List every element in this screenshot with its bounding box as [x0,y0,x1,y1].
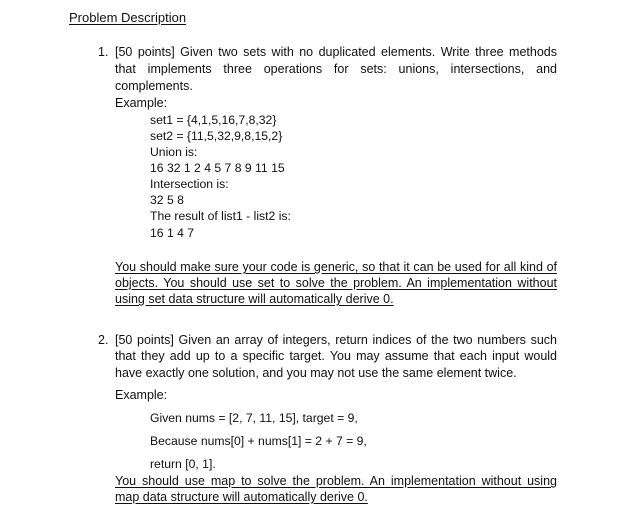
problem-2-text-line-2: that they add up to a specific target. You may assume that each input would [115,349,557,363]
problem-1-code-line: set2 = {11,5,32,9,8,15,2} [150,129,283,143]
problem-1-text-line-3: complements. [115,79,193,93]
problem-1-text-line-1: [50 points] Given two sets with no duplicated elements. Write three methods [115,45,557,59]
problem-2-code-line: return [0, 1]. [150,457,216,471]
problem-1-code-line: 16 32 1 2 4 5 7 8 9 11 15 [150,161,285,175]
problem-2-code-line: Because nums[0] + nums[1] = 2 + 7 = 9, [150,434,367,448]
problem-1-note-line-1: You should make sure your code is generic, so that it can be used for all kind of [115,260,557,274]
problem-1-code-line: 32 5 8 [150,193,184,207]
page-title: Problem Description [69,10,187,25]
problem-1-note-line-2: objects. You should use set to solve the problem. An implementation without [115,276,557,290]
problem-2-note-line-1: You should use map to solve the problem. An implementation without using [115,474,557,488]
problem-1-code-line: The result of list1 - list2 is: [150,209,291,223]
problem-1-code-line: Union is: [150,145,198,159]
problem-2-example-label: Example: [115,388,168,402]
problem-2-text-line-1: [50 points] Given an array of integers, return indices of the two numbers such [115,333,557,347]
problem-1-note-line-3: using set data structure will automatically derive 0. [115,292,394,306]
problem-1-code-line: set1 = {4,1,5,16,7,8,32} [150,113,277,127]
problem-1-code-line: Intersection is: [150,177,229,191]
problem-2-code-line: Given nums = [2, 7, 11, 15], target = 9, [150,411,358,425]
problem-1-example-label: Example: [115,96,168,110]
problem-1-code-line: 16 1 4 7 [150,226,195,240]
problem-2-note-line-2: map data structure will automatically derive 0. [115,490,368,504]
problem-2-text-line-3: have exactly one solution, and you may not use the same element twice. [115,366,517,380]
problem-2-number: 2. [98,333,109,347]
problem-1-text-line-2: that implements three operations for sets: unions, intersections, and [115,62,557,76]
problem-1-number: 1. [98,45,109,59]
